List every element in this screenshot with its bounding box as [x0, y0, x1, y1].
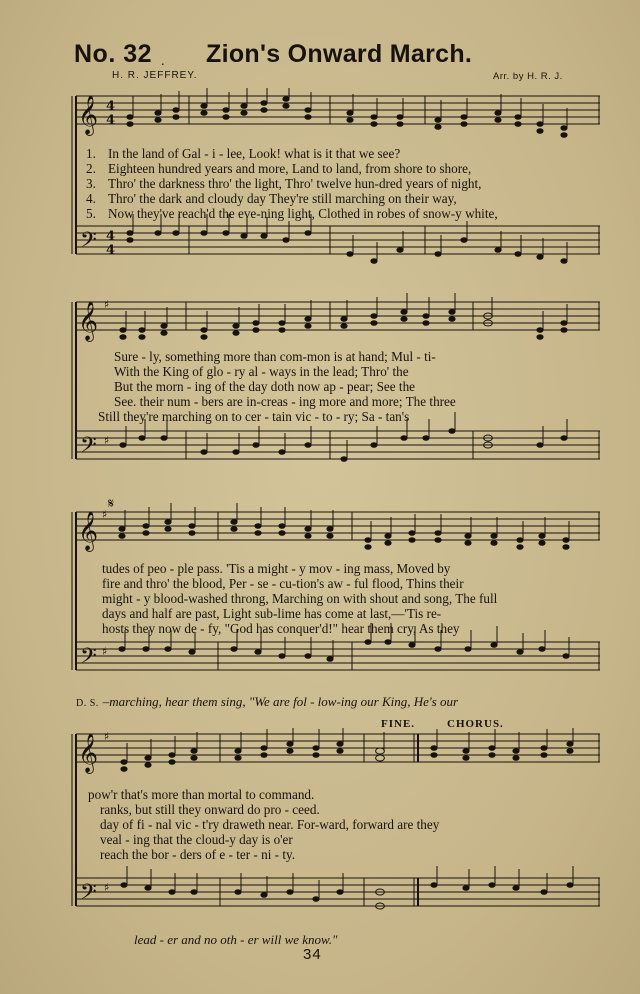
svg-text:♯: ♯: [102, 508, 108, 521]
svg-text:♯: ♯: [104, 730, 110, 743]
treble-clef-icon: 𝄞: [78, 733, 99, 773]
bass-clef-icon: 𝄢: [80, 433, 97, 463]
lyric-line: Sure - ly, something more than com-mon is at hand; Mul - ti-: [114, 349, 436, 364]
svg-text:♯: ♯: [104, 298, 110, 311]
bass-clef-icon: 𝄢: [80, 880, 97, 910]
svg-text:♯: ♯: [104, 881, 110, 894]
bass-clef-icon: 𝄢: [80, 228, 97, 258]
svg-text:4: 4: [106, 243, 116, 258]
lyric-line: veal - ing that the cloud-y day is o'er: [100, 832, 293, 847]
chorus-ending-lyric: lead - er and no oth - er will we know.": [134, 932, 338, 947]
lyric-line: See. their num - bers are in-creas - ing more and more; The three: [114, 394, 456, 409]
lyric-line: But the morn - ing of the day doth now ap - pear; See the: [114, 379, 416, 394]
lyric-line: hosts they now de - fy, "God has conquer'd!" hear them cry, As they: [102, 621, 460, 636]
hymn-number: No. 32: [74, 40, 153, 68]
dal-segno-mark: D. S.: [76, 698, 99, 709]
segno-icon: 𝄋: [108, 496, 115, 512]
lyric-line: day of fi - nal vic - t'ry draweth near. For-ward, forward are they: [100, 817, 440, 832]
svg-text:4: 4: [106, 113, 116, 128]
fine-marker: FINE.: [381, 718, 416, 730]
svg-text:♯: ♯: [102, 645, 108, 658]
lyric-line: 1. In the land of Gal - i - lee, Look! what is it that we see?: [86, 146, 401, 161]
lyric-line: days and half are past, Light sub-lime has come at last,—'Tis re-: [102, 606, 442, 621]
lyric-line: might - y blood-washed throng, Marching on with shout and song, The full: [102, 591, 498, 606]
lyric-line: ranks, but still they onward do pro - ceed.: [100, 802, 320, 817]
hymn-number-dot: .: [161, 54, 165, 69]
lyric-line: pow'r that's more than mortal to command.: [88, 787, 315, 802]
svg-text:♯: ♯: [104, 434, 110, 447]
page-number: 34: [303, 946, 322, 963]
dal-segno-line: D. S. –marching, hear them sing, "We are fol - low-ing our King, He's our: [76, 694, 459, 709]
svg-text:4: 4: [106, 229, 116, 244]
hymn-title: Zion's Onward March.: [206, 40, 473, 68]
lyric-line: fire and thro' the blood, Per - se - cu-tion's aw - ful flood, Thins their: [102, 576, 464, 591]
lyric-line: reach the bor - ders of e - ter - ni - ty.: [100, 847, 296, 862]
svg-text:4: 4: [106, 99, 116, 114]
treble-clef-icon: 𝄞: [78, 95, 99, 135]
arranger-credit: Arr. by H. R. J.: [493, 71, 563, 82]
lyric-line: Still they're marching on to cer - tain vic - to - ry; Sa - tan's: [98, 409, 410, 424]
author-credit: H. R. JEFFREY.: [112, 70, 198, 81]
treble-clef-icon: 𝄞: [78, 511, 99, 551]
lyric-line: 4. Thro' the dark and cloudy day They're still marching on their way,: [86, 191, 457, 206]
bass-clef-icon: 𝄢: [80, 644, 97, 674]
lyric-line: With the King of glo - ry al - ways in the lead; Thro' the: [114, 364, 409, 379]
chorus-marker: CHORUS.: [447, 718, 504, 730]
lyric-line: 5. Now they've reach'd the eve-ning light, Clothed in robes of snow-y white,: [86, 206, 498, 221]
treble-clef-icon: 𝄞: [78, 301, 99, 341]
lyric-line: 3. Thro' the darkness thro' the light, Thro' twelve hun-dred years of night,: [86, 176, 482, 191]
lyric-line: 2. Eighteen hundred years and more, Land to land, from shore to shore,: [86, 161, 472, 176]
lyric-line: tudes of peo - ple pass. 'Tis a might - y mov - ing mass, Moved by: [102, 561, 451, 576]
